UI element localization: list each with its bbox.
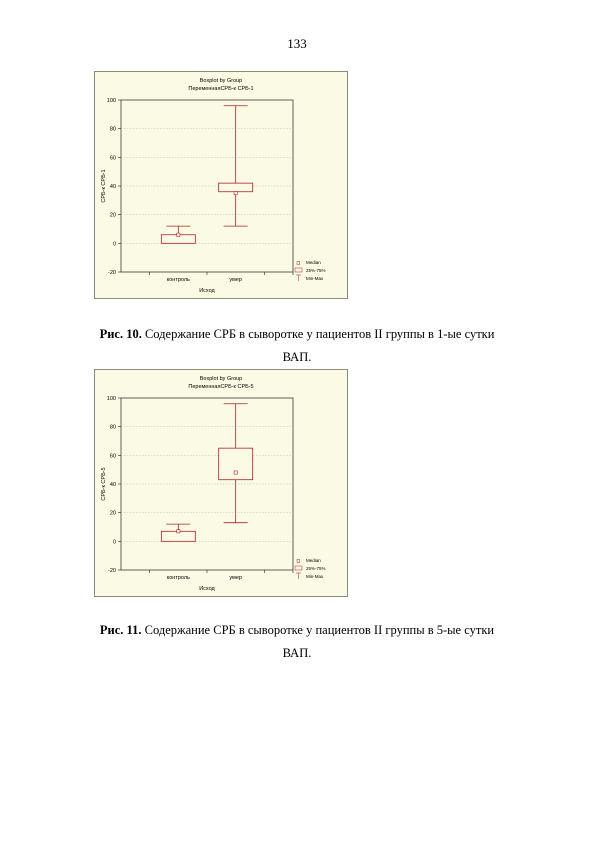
caption-text: Содержание СРБ в сыворотке у пациентов II группы в 1-ые сутки <box>144 327 495 341</box>
legend-label: Min-Max <box>306 276 324 281</box>
y-tick-label: 40 <box>109 482 116 488</box>
legend-label: 25%-75% <box>306 566 326 571</box>
legend-label: Min-Max <box>306 574 324 579</box>
boxplot-chart-2 <box>94 369 348 597</box>
y-tick-label: -20 <box>108 270 116 276</box>
y-axis-label: СРБ-к СРБ-1 <box>101 169 107 203</box>
legend-label: Median <box>306 260 321 265</box>
legend-label: 25%-75% <box>306 268 326 273</box>
plot-area <box>121 100 293 272</box>
iqr-box <box>219 183 253 192</box>
y-tick-label: 20 <box>109 510 116 517</box>
legend-box-marker <box>295 566 302 570</box>
iqr-box <box>219 448 253 480</box>
y-tick-label: -20 <box>108 568 116 574</box>
x-tick-label: контроль <box>166 575 190 581</box>
y-tick-label: 0 <box>112 241 116 248</box>
caption-text-line2: ВАП. <box>282 646 312 660</box>
median-marker <box>177 530 180 533</box>
caption-text: Содержание СРБ в сыворотке у пациентов II группы в 5-ые сутки <box>144 623 495 637</box>
page-number: 133 <box>287 36 307 51</box>
median-marker <box>234 471 237 474</box>
y-tick-label: 0 <box>112 539 116 546</box>
caption-text-line2: ВАП. <box>282 350 312 364</box>
median-marker <box>177 233 180 236</box>
legend-box-marker <box>295 268 302 272</box>
y-tick-label: 60 <box>109 155 116 162</box>
y-tick-label: 80 <box>109 126 116 133</box>
chart-title: Boxplot by Group <box>199 376 243 382</box>
chart-subtitle: ПеременнаяСРБ-к СРБ-5 <box>188 384 254 390</box>
y-tick-label: 60 <box>109 453 116 460</box>
legend-median-marker <box>297 262 300 265</box>
x-axis-label: Исход <box>199 288 215 294</box>
y-axis-label: СРБ-к СРБ-5 <box>101 467 107 501</box>
boxplot-chart-1 <box>94 71 348 299</box>
chart-title: Boxplot by Group <box>199 78 243 84</box>
figure-caption-11 <box>40 619 554 665</box>
x-tick-label: умер <box>229 277 242 283</box>
plot-area <box>121 398 293 570</box>
y-tick-label: 40 <box>109 184 116 190</box>
legend-median-marker <box>297 560 300 563</box>
boxplot-svg-1 <box>95 72 347 298</box>
x-tick-label: контроль <box>166 277 190 283</box>
x-tick-label: умер <box>229 575 242 581</box>
legend-label: Median <box>306 558 321 563</box>
y-tick-label: 100 <box>106 396 116 402</box>
boxplot-svg-2 <box>95 370 347 596</box>
caption-label: Рис. 10. <box>99 327 142 341</box>
caption-label: Рис. 11. <box>99 623 142 637</box>
median-marker <box>234 192 237 195</box>
y-tick-label: 20 <box>109 212 116 219</box>
y-tick-label: 100 <box>106 98 116 104</box>
x-axis-label: Исход <box>199 586 215 592</box>
y-tick-label: 80 <box>109 424 116 431</box>
figure-caption-10 <box>40 323 554 369</box>
chart-subtitle: ПеременнаяСРБ-к СРБ-1 <box>188 86 254 92</box>
